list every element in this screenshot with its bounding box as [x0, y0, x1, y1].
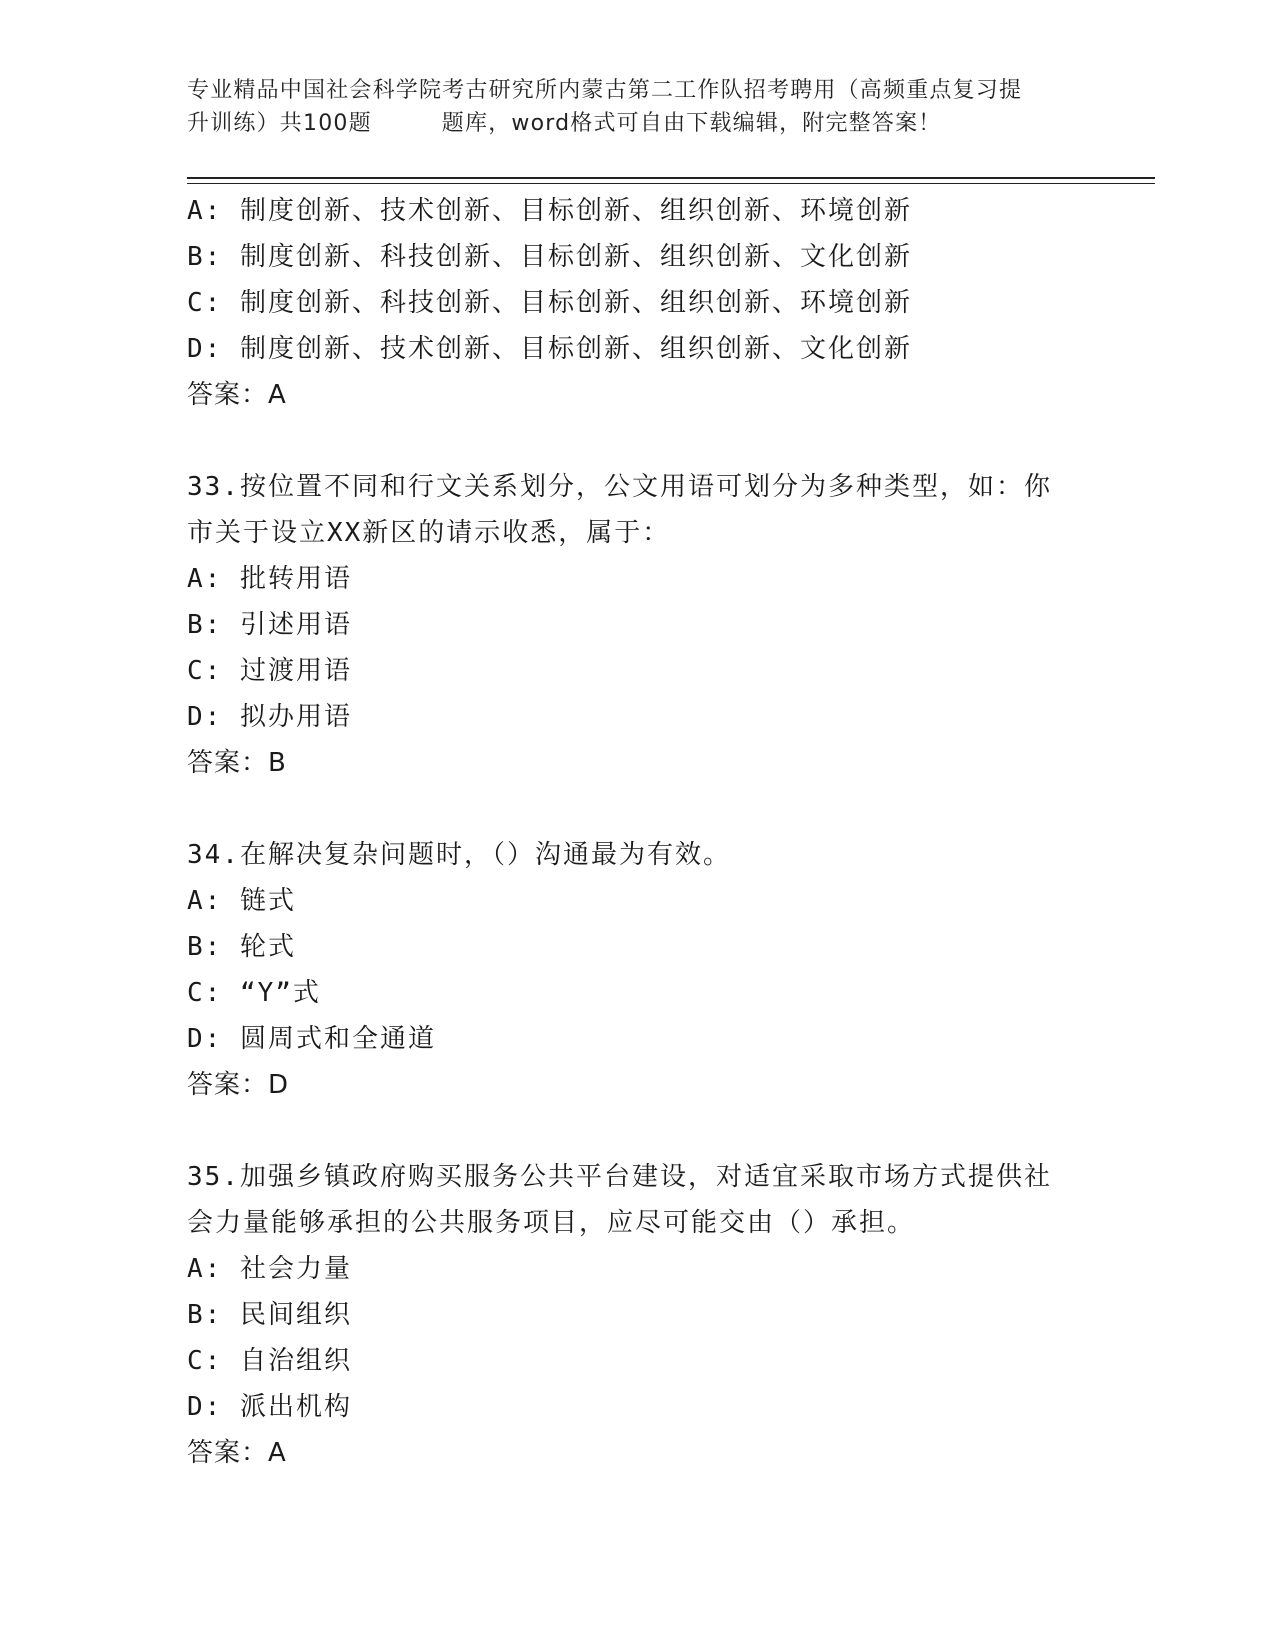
- header-title-line1: 专业精品中国社会科学院考古研究所内蒙古第二工作队招考聘用（高频重点复习提: [187, 78, 1023, 103]
- option-a: A: 链式: [187, 886, 296, 916]
- answer-label: 答案：B: [187, 748, 287, 778]
- answer-label: 答案：D: [187, 1070, 290, 1100]
- option-d: D: 拟办用语: [187, 702, 352, 732]
- answer-label: 答案：A: [187, 380, 287, 410]
- option-d: D: 制度创新、技术创新、目标创新、组织创新、文化创新: [187, 334, 912, 364]
- option-a: A: 制度创新、技术创新、目标创新、组织创新、环境创新: [187, 196, 912, 226]
- question-stem-line1: 33.按位置不同和行文关系划分，公文用语可划分为多种类型，如：你: [187, 472, 1052, 502]
- document-header: [187, 74, 1087, 140]
- option-b: B: 制度创新、科技创新、目标创新、组织创新、文化创新: [187, 242, 912, 272]
- header-divider-thin: [187, 183, 1155, 184]
- question-list: [187, 188, 1087, 1476]
- question-stem-line1: 34.在解决复杂问题时，（）沟通最为有效。: [187, 840, 731, 870]
- answer-label: 答案：A: [187, 1438, 287, 1468]
- question-stem-line1: 35.加强乡镇政府购买服务公共平台建设，对适宜采取市场方式提供社: [187, 1162, 1052, 1192]
- question-32: [187, 188, 1087, 418]
- header-divider-thick: [187, 177, 1155, 179]
- option-a: A: 社会力量: [187, 1254, 352, 1284]
- option-b: B: 轮式: [187, 932, 296, 962]
- question-33: [187, 464, 1087, 786]
- question-stem-line2: 会力量能够承担的公共服务项目，应尽可能交由（）承担。: [187, 1208, 916, 1238]
- question-35: [187, 1154, 1087, 1476]
- header-question-count: 升训练）共100题: [187, 111, 372, 136]
- option-c: C: 过渡用语: [187, 656, 352, 686]
- header-title-line2: [187, 107, 1087, 140]
- option-b: B: 民间组织: [187, 1300, 352, 1330]
- option-c: C: “Y”式: [187, 978, 321, 1008]
- option-b: B: 引述用语: [187, 610, 352, 640]
- question-stem-line2: 市关于设立XX新区的请示收悉，属于：: [187, 518, 671, 548]
- question-34: [187, 832, 1087, 1108]
- header-download-note: 题库，word格式可自由下载编辑，附完整答案！: [441, 111, 942, 136]
- option-d: D: 派出机构: [187, 1392, 352, 1422]
- option-a: A: 批转用语: [187, 564, 352, 594]
- option-c: C: 自治组织: [187, 1346, 352, 1376]
- option-d: D: 圆周式和全通道: [187, 1024, 436, 1054]
- option-c: C: 制度创新、科技创新、目标创新、组织创新、环境创新: [187, 288, 912, 318]
